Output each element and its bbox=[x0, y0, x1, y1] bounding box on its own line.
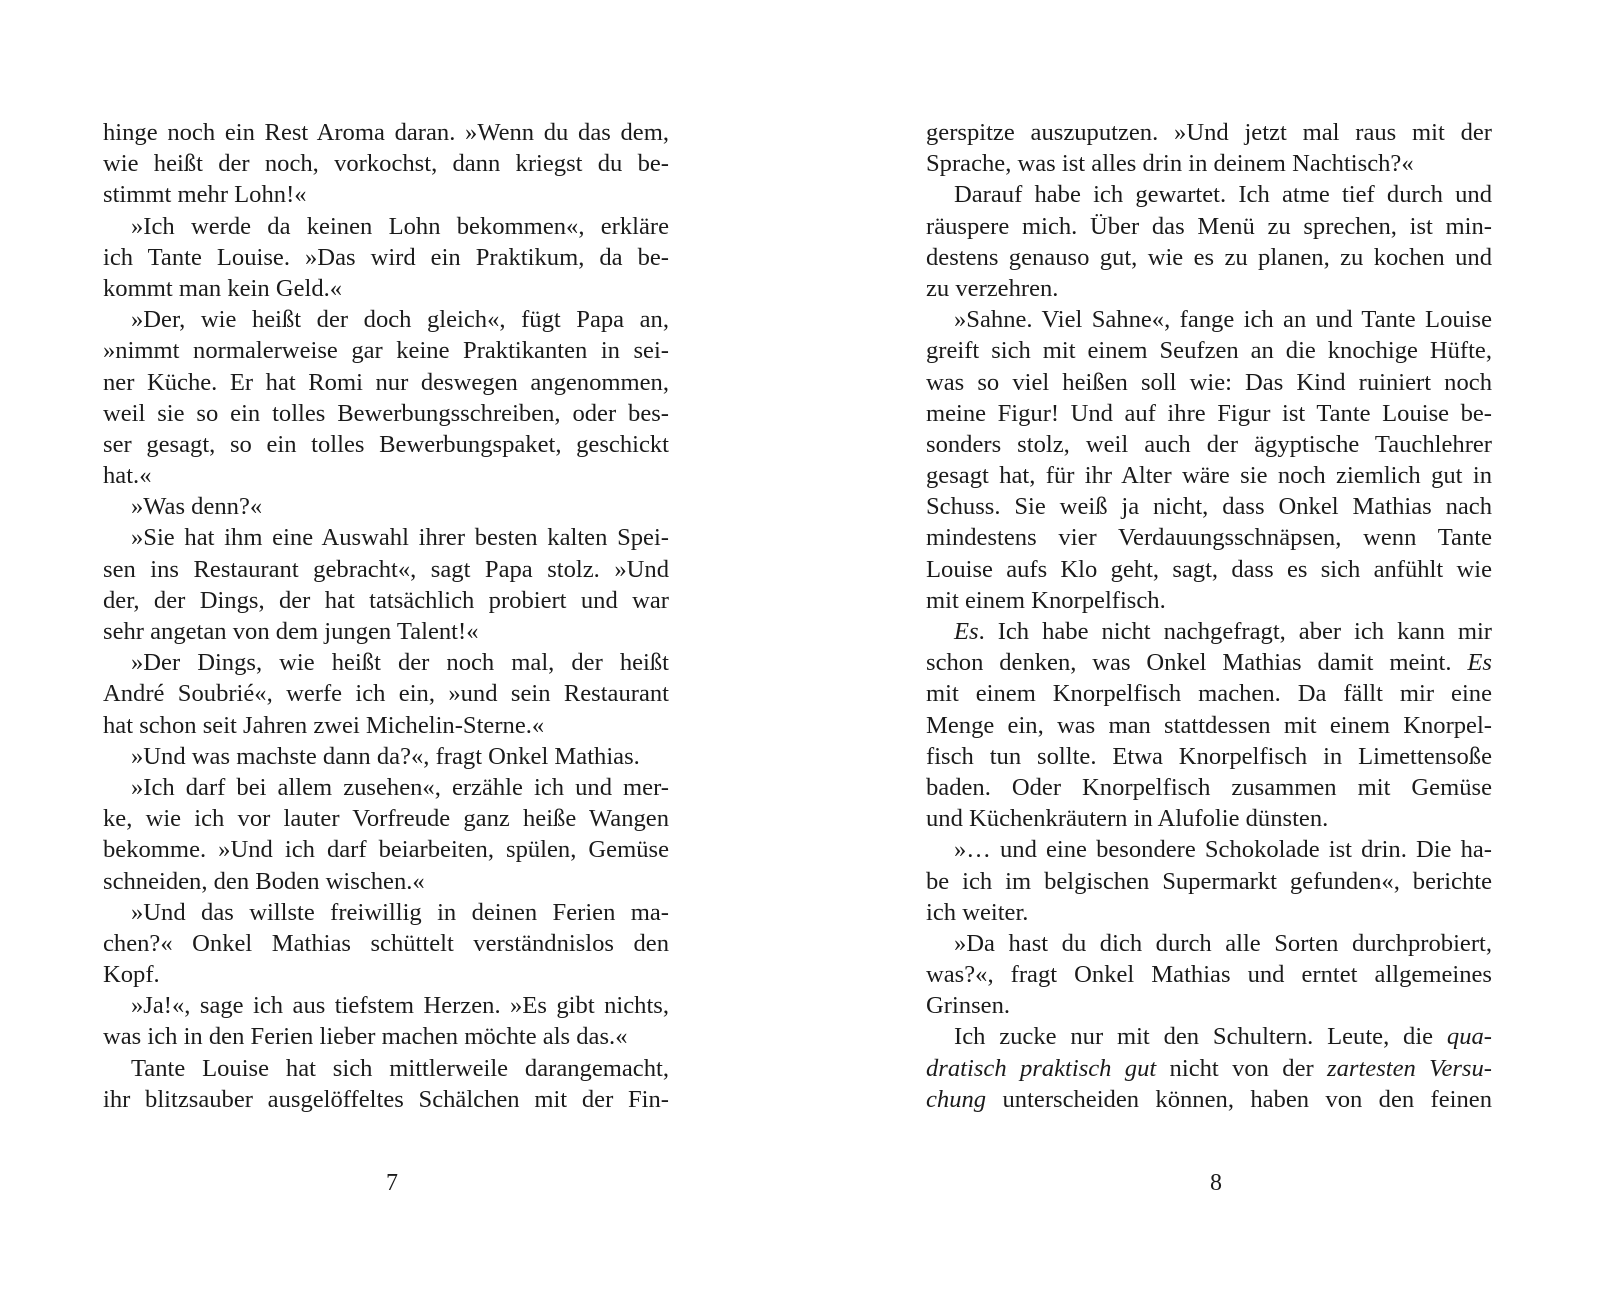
text-segment: schon denken, was Onkel Mathias damit meint. bbox=[926, 649, 1468, 677]
text-line bbox=[926, 928, 1492, 959]
text-segment: baden. Oder Knorpelfisch zusammen mit Gemüse bbox=[926, 773, 1492, 801]
text-segment: der, der Dings, der hat tatsächlich probiert und war bbox=[103, 586, 669, 614]
text-line bbox=[926, 335, 1492, 366]
text-line bbox=[926, 990, 1492, 1021]
text-line bbox=[103, 335, 669, 366]
text-line bbox=[926, 803, 1492, 834]
text-line bbox=[103, 585, 669, 616]
text-line bbox=[103, 803, 669, 834]
text-line bbox=[926, 117, 1492, 148]
italic-text-segment: Es bbox=[954, 618, 979, 645]
text-segment: »Sie hat ihm eine Auswahl ihrer besten kalten Spei- bbox=[131, 524, 669, 552]
text-segment: Kopf. bbox=[103, 961, 160, 989]
text-line bbox=[103, 429, 669, 460]
text-segment: »… und eine besondere Schokolade ist drin. Die ha- bbox=[954, 836, 1492, 864]
text-segment: Menge ein, was man stattdessen mit einem Knorpel- bbox=[926, 711, 1492, 739]
text-line bbox=[926, 304, 1492, 335]
text-segment: räuspere mich. Über das Menü zu sprechen, ist min- bbox=[926, 212, 1492, 240]
text-segment: »Ja!«, sage ich aus tiefstem Herzen. »Es gibt nichts, bbox=[131, 992, 669, 1020]
text-segment: kommt man kein Geld.« bbox=[103, 274, 343, 302]
text-line bbox=[926, 211, 1492, 242]
text-line bbox=[926, 273, 1492, 304]
right-page-text bbox=[926, 117, 1492, 1115]
text-segment: was so viel heißen soll wie: Das Kind ruiniert noch bbox=[926, 368, 1492, 396]
text-line bbox=[103, 897, 669, 928]
text-line bbox=[926, 179, 1492, 210]
text-segment: Schuss. Sie weiß ja nicht, dass Onkel Mathias nach bbox=[926, 493, 1492, 521]
text-segment: Grinsen. bbox=[926, 992, 1011, 1020]
text-line bbox=[103, 211, 669, 242]
text-line bbox=[103, 1053, 669, 1084]
text-segment: was ich in den Ferien lieber machen möchte als das.« bbox=[103, 1023, 628, 1051]
text-line bbox=[103, 398, 669, 429]
text-segment: »Und das willste freiwillig in deinen Ferien ma- bbox=[131, 898, 669, 926]
text-segment: Ich zucke nur mit den Schultern. Leute, die bbox=[954, 1023, 1447, 1051]
text-line bbox=[926, 866, 1492, 897]
text-line bbox=[103, 866, 669, 897]
text-line bbox=[926, 367, 1492, 398]
italic-text-segment: qua- bbox=[1446, 1023, 1492, 1051]
text-segment: wie heißt der noch, vorkochst, dann kriegst du be- bbox=[103, 150, 669, 178]
text-segment: ser gesagt, so ein tolles Bewerbungspaket, geschickt bbox=[103, 430, 669, 458]
text-line bbox=[926, 585, 1492, 616]
text-segment: »Sahne. Viel Sahne«, fange ich an und Tante Louise bbox=[954, 306, 1492, 334]
text-segment: meine Figur! Und auf ihre Figur ist Tante Louise be- bbox=[926, 399, 1492, 427]
text-line bbox=[926, 616, 1492, 647]
text-line bbox=[103, 273, 669, 304]
text-segment: nicht von der bbox=[1156, 1054, 1328, 1082]
text-line bbox=[103, 1021, 669, 1052]
text-segment: be ich im belgischen Supermarkt gefunden«, berichte bbox=[926, 867, 1492, 895]
text-segment: »Was denn?« bbox=[131, 493, 263, 521]
text-line bbox=[103, 959, 669, 990]
text-line bbox=[926, 1053, 1492, 1084]
text-segment: unterscheiden können, haben von den feinen bbox=[986, 1085, 1492, 1113]
text-segment: sonders stolz, weil auch der ägyptische Tauchlehrer bbox=[926, 430, 1492, 458]
text-line bbox=[926, 554, 1492, 585]
text-line bbox=[103, 1084, 669, 1115]
text-line bbox=[926, 741, 1492, 772]
text-segment: »Der, wie heißt der doch gleich«, fügt Papa an, bbox=[131, 306, 669, 334]
text-segment: gerspitze auszuputzen. »Und jetzt mal raus mit der bbox=[926, 119, 1492, 146]
text-line bbox=[103, 179, 669, 210]
text-line bbox=[926, 429, 1492, 460]
text-segment: fisch tun sollte. Etwa Knorpelfisch in Limettensoße bbox=[926, 742, 1492, 770]
text-segment: »Und was machste dann da?«, fragt Onkel Mathias. bbox=[131, 742, 640, 770]
text-line bbox=[926, 1021, 1492, 1052]
text-segment: Louise aufs Klo geht, sagt, dass es sich anfühlt wie bbox=[926, 555, 1492, 583]
text-segment: . Ich habe nicht nachgefragt, aber ich kann mir bbox=[978, 618, 1492, 645]
text-segment: destens genauso gut, wie es zu planen, zu kochen und bbox=[926, 243, 1492, 271]
text-line bbox=[103, 647, 669, 678]
text-segment: zu verzehren. bbox=[926, 274, 1059, 302]
text-segment: Darauf habe ich gewartet. Ich atme tief durch und bbox=[954, 181, 1492, 209]
text-segment: ihr blitzsauber ausgelöffeltes Schälchen mit der Fin- bbox=[103, 1085, 669, 1113]
text-segment: Sprache, was ist alles drin in deinem Nachtisch?« bbox=[926, 150, 1414, 178]
text-line bbox=[103, 491, 669, 522]
text-segment: mindestens vier Verdauungsschnäpsen, wenn Tante bbox=[926, 524, 1492, 552]
italic-text-segment: Es bbox=[1467, 649, 1492, 677]
text-segment: bekomme. »Und ich darf beiarbeiten, spülen, Gemüse bbox=[103, 836, 669, 864]
text-segment: mit einem Knorpelfisch machen. Da fällt mir eine bbox=[926, 680, 1492, 708]
text-line bbox=[926, 148, 1492, 179]
text-line bbox=[103, 117, 669, 148]
text-segment: »Ich darf bei allem zusehen«, erzähle ich und mer- bbox=[131, 773, 669, 801]
text-line bbox=[103, 148, 669, 179]
text-segment: was?«, fragt Onkel Mathias und erntet allgemeines bbox=[926, 961, 1492, 989]
text-segment: »Ich werde da keinen Lohn bekommen«, erkläre bbox=[131, 212, 669, 240]
text-segment: gesagt hat, für ihr Alter wäre sie noch ziemlich gut in bbox=[926, 462, 1492, 490]
text-line bbox=[103, 554, 669, 585]
text-line bbox=[926, 834, 1492, 865]
text-segment: »nimmt normalerweise gar keine Praktikanten in sei- bbox=[103, 337, 669, 365]
text-line bbox=[103, 990, 669, 1021]
text-line bbox=[926, 522, 1492, 553]
text-line bbox=[926, 491, 1492, 522]
text-segment: und Küchenkräutern in Alufolie dünsten. bbox=[926, 805, 1329, 833]
text-line bbox=[103, 928, 669, 959]
text-segment: sen ins Restaurant gebracht«, sagt Papa stolz. »Und bbox=[103, 555, 669, 583]
text-line bbox=[103, 367, 669, 398]
text-segment: weil sie so ein tolles Bewerbungsschreiben, oder bes- bbox=[103, 399, 669, 427]
text-segment: greift sich mit einem Seufzen an die knochige Hüfte, bbox=[926, 337, 1492, 365]
text-segment: ich Tante Louise. »Das wird ein Praktikum, da be- bbox=[103, 243, 669, 271]
left-page-number: 7 bbox=[386, 1170, 398, 1196]
text-line bbox=[926, 772, 1492, 803]
text-segment: chen?« Onkel Mathias schüttelt verständnislos den bbox=[103, 929, 669, 957]
text-line bbox=[103, 242, 669, 273]
text-segment: hat schon seit Jahren zwei Michelin-Sterne.« bbox=[103, 711, 545, 739]
text-line bbox=[926, 678, 1492, 709]
text-line bbox=[103, 678, 669, 709]
text-line bbox=[103, 772, 669, 803]
left-page-text bbox=[103, 117, 669, 1115]
text-line bbox=[926, 710, 1492, 741]
text-line bbox=[103, 834, 669, 865]
text-segment: ich weiter. bbox=[926, 898, 1029, 926]
text-segment: sehr angetan von dem jungen Talent!« bbox=[103, 618, 479, 645]
italic-text-segment: zartesten Versu- bbox=[1327, 1054, 1492, 1082]
text-line bbox=[926, 1084, 1492, 1115]
italic-text-segment: chung bbox=[926, 1085, 987, 1113]
text-line bbox=[103, 522, 669, 553]
text-line bbox=[926, 959, 1492, 990]
right-page-number: 8 bbox=[1210, 1170, 1222, 1196]
text-segment: »Der Dings, wie heißt der noch mal, der heißt bbox=[131, 649, 669, 677]
text-line bbox=[103, 741, 669, 772]
text-segment: stimmt mehr Lohn!« bbox=[103, 181, 307, 209]
text-segment: hat.« bbox=[103, 462, 152, 490]
text-line bbox=[103, 616, 669, 647]
text-line bbox=[926, 897, 1492, 928]
text-segment: schneiden, den Boden wischen.« bbox=[103, 867, 425, 895]
text-line bbox=[103, 460, 669, 491]
text-line bbox=[926, 398, 1492, 429]
text-segment: »Da hast du dich durch alle Sorten durchprobiert, bbox=[954, 929, 1492, 957]
text-segment: Tante Louise hat sich mittlerweile darangemacht, bbox=[131, 1054, 669, 1082]
text-segment: mit einem Knorpelfisch. bbox=[926, 586, 1166, 614]
text-line bbox=[926, 460, 1492, 491]
text-line bbox=[926, 647, 1492, 678]
text-line bbox=[103, 304, 669, 335]
text-line bbox=[103, 710, 669, 741]
italic-text-segment: dratisch praktisch gut bbox=[926, 1054, 1157, 1082]
text-line bbox=[926, 242, 1492, 273]
text-segment: André Soubrié«, werfe ich ein, »und sein Restaurant bbox=[103, 680, 669, 708]
text-segment: ke, wie ich vor lauter Vorfreude ganz heiße Wangen bbox=[103, 805, 669, 833]
text-segment: hinge noch ein Rest Aroma daran. »Wenn du das dem, bbox=[103, 119, 669, 146]
text-segment: ner Küche. Er hat Romi nur deswegen angenommen, bbox=[103, 368, 669, 396]
